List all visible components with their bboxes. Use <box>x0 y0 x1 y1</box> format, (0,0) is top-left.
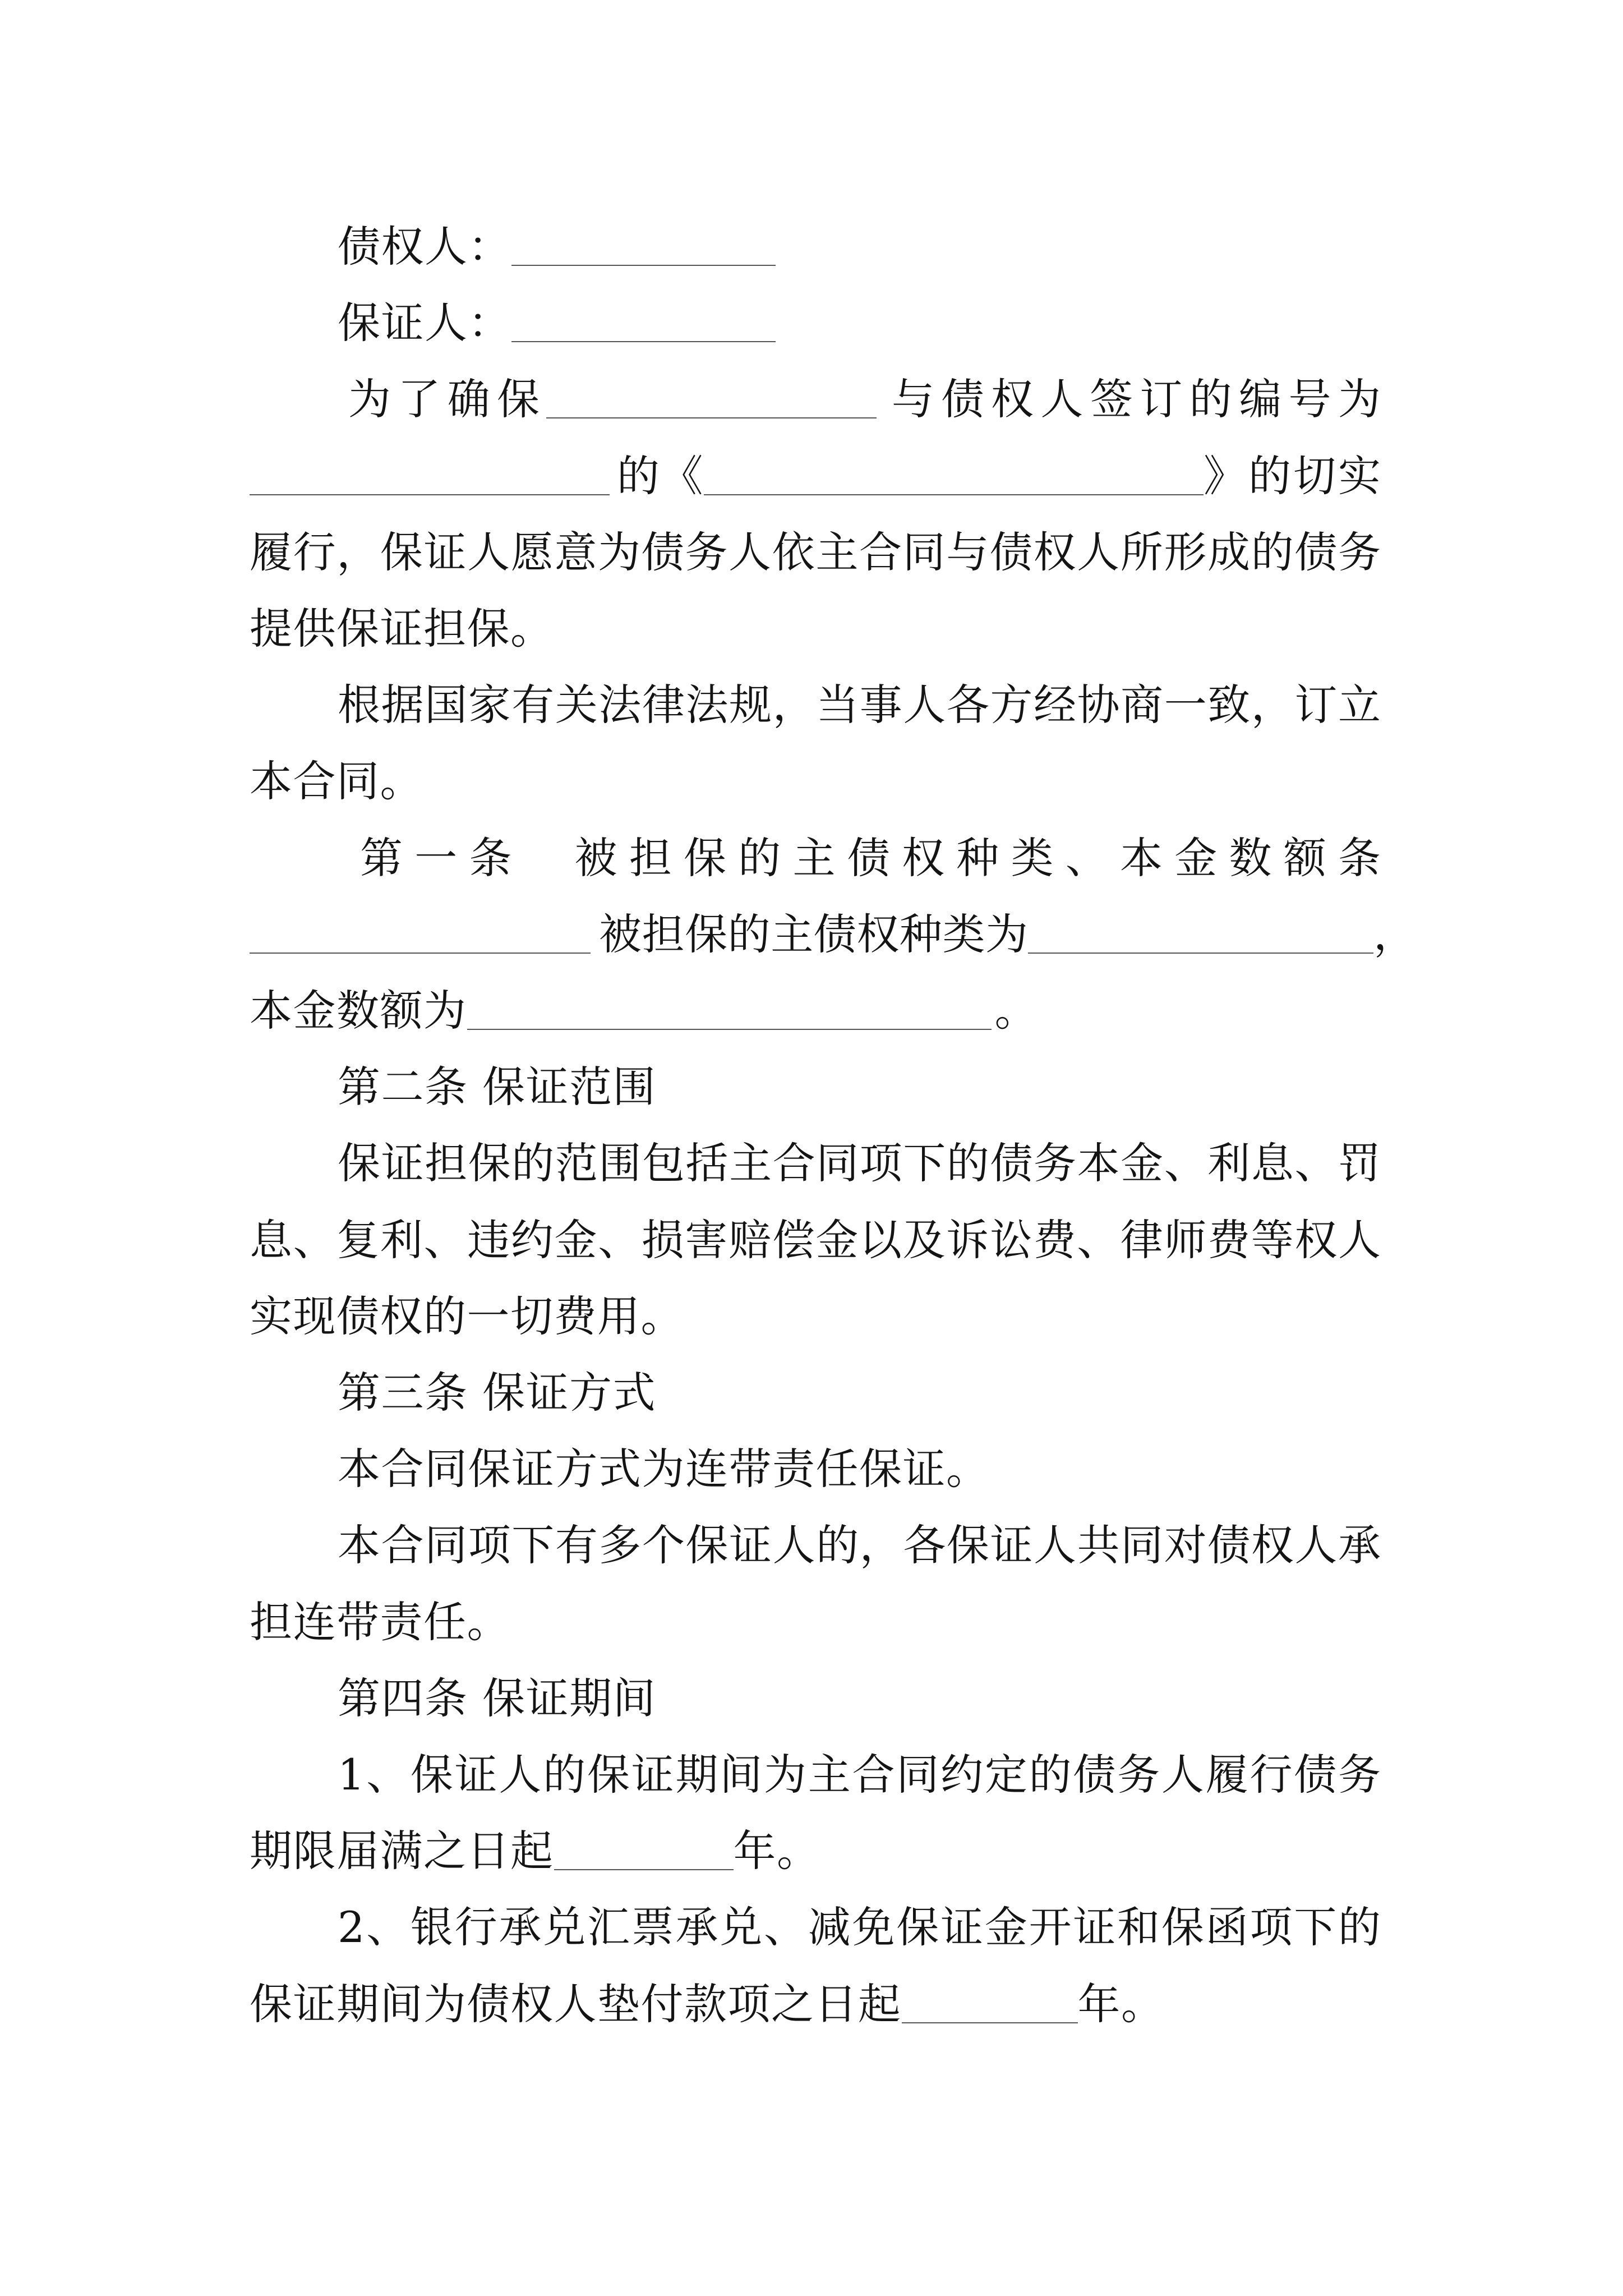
line-text: 息、复利、违约金、损害赔偿金以及诉讼费、律师费等权人 <box>250 1215 1381 1265</box>
article-4-line <box>250 1813 820 1889</box>
line-text: 本合同项下有多个保证人的，各保证人共同对债权人承 <box>338 1520 1381 1570</box>
debtor-fill-in-blank <box>546 361 877 418</box>
article-3-line <box>250 1584 510 1660</box>
line-text: 提供保证担保。 <box>250 604 554 654</box>
preamble-line <box>348 361 1381 438</box>
line-text: 保证期间为债权人垫付款项之日起 <box>250 1979 902 2029</box>
line-text: 期限届满之日起 <box>250 1826 554 1876</box>
guarantor-line <box>338 285 776 361</box>
line-text: 年。 <box>733 1826 820 1876</box>
line-text: 实现债权的一切费用。 <box>250 1291 684 1341</box>
claim-type-fill-in-blank <box>1028 896 1373 954</box>
principal-amount-fill-in-blank <box>467 973 992 1030</box>
creditor-line <box>338 209 776 285</box>
line-text: 本合同。 <box>250 756 423 806</box>
guarantor-label: 保证人： <box>338 298 511 348</box>
contract-number-fill-in-blank <box>250 438 610 495</box>
line-text: 为了确保 <box>348 374 540 424</box>
line-text: 年。 <box>1077 1979 1165 2029</box>
article-heading: 第三条 保证方式 <box>338 1368 657 1418</box>
creditor-label: 债权人： <box>338 222 511 272</box>
article-1-line <box>250 973 1038 1049</box>
line-text: 担连带责任。 <box>250 1597 510 1647</box>
preamble-line <box>250 438 1381 514</box>
fill-in-blank <box>250 896 591 954</box>
line-text: 保证担保的范围包括主合同项下的债务本金、利息、罚 <box>338 1138 1381 1188</box>
line-text: ， <box>1373 909 1417 959</box>
article-3-line <box>338 1507 1381 1584</box>
line-text: 2、银行承兑汇票承兑、减免保证金开证和保函项下的 <box>338 1902 1381 1952</box>
article-3-heading-line <box>338 1355 656 1431</box>
article-4-line <box>338 1889 1381 1966</box>
article-2-line <box>250 1278 684 1355</box>
preamble-line <box>250 591 554 667</box>
article-2-line <box>338 1125 1381 1202</box>
article-heading: 第二条 保证范围 <box>338 1062 657 1112</box>
guarantor-fill-in-blank <box>511 285 776 342</box>
article-1-heading-line <box>360 820 1381 896</box>
article-2-line <box>250 1202 1381 1278</box>
line-text: 。 <box>994 986 1038 1036</box>
line-text: 本金数额为 <box>250 986 467 1036</box>
line-text: 被担保的主债权种类为 <box>599 909 1028 959</box>
line-text: 履行，保证人愿意为债务人依主合同与债权人所形成的债务 <box>250 527 1381 577</box>
article-4-line <box>338 1737 1381 1813</box>
preamble-line <box>250 514 1381 591</box>
article-4-heading-line <box>338 1660 656 1737</box>
line-text: 1、保证人的保证期间为主合同约定的债务人履行债务 <box>338 1750 1381 1800</box>
basis-line <box>250 743 423 820</box>
years-fill-in-blank <box>554 1813 734 1870</box>
article-4-line <box>250 1966 1165 2042</box>
article-heading: 第一条 被担保的主债权种类、本金数额条 <box>360 833 1381 883</box>
contract-title-fill-in-blank <box>704 438 1204 495</box>
article-3-line <box>338 1431 990 1507</box>
line-text: 本合同保证方式为连带责任保证。 <box>338 1444 990 1494</box>
article-2-heading-line <box>338 1049 656 1125</box>
article-1-line <box>250 896 1417 973</box>
creditor-fill-in-blank <box>511 209 776 266</box>
article-heading: 第四条 保证期间 <box>338 1673 657 1723</box>
years-fill-in-blank <box>902 1966 1078 2023</box>
line-text: 的《 <box>617 451 704 501</box>
line-text: 与债权人签订的编号为 <box>892 374 1381 424</box>
line-text: 》的切实 <box>1204 451 1381 501</box>
line-text: 根据国家有关法律法规，当事人各方经协商一致，订立 <box>338 680 1381 730</box>
basis-line <box>338 667 1381 743</box>
